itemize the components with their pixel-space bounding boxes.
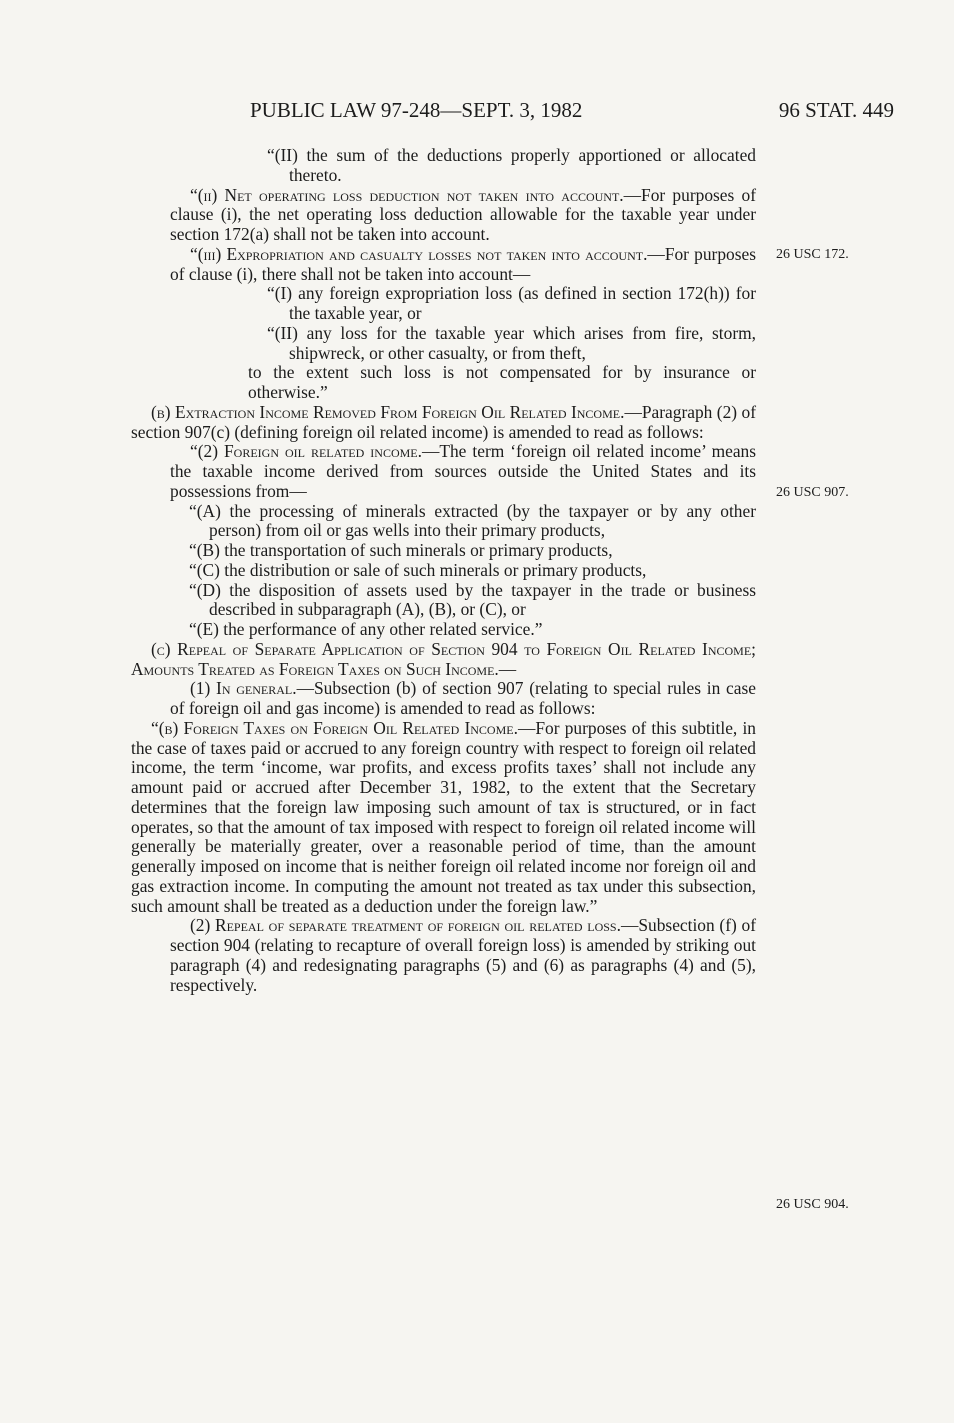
paragraph: “(II) any loss for the taxable year which arises from fire, storm, shipwreck, or other casualty, or from theft,	[267, 322, 756, 363]
header-title: PUBLIC LAW 97-248—SEPT. 3, 1982	[250, 98, 583, 122]
paragraph-heading: “(2) Foreign oil related income.	[190, 441, 422, 462]
margin-note-26-usc-172: 26 USC 172.	[776, 247, 849, 262]
paragraph: to the extent such loss is not compensated for by insurance or otherwise.”	[248, 362, 756, 402]
paragraph: “(C) the distribution or sale of such minerals or primary products,	[189, 559, 647, 580]
paragraph-text: —	[498, 658, 517, 679]
paragraph: “(D) the disposition of assets used by the taxpayer in the trade or business described in subparagraph (A), (B), or (C), or	[189, 579, 756, 620]
paragraph-text: —The term ‘foreign oil related income’ means the taxable income derived from sources outside the United States and its possessions from—	[170, 441, 757, 501]
paragraph-heading: “(iii) Expropriation and casualty losses not taken into account.	[190, 243, 648, 264]
header-stat-citation: 96 STAT. 449	[778, 98, 894, 122]
page-header	[0, 95, 954, 129]
paragraph: “(E) the performance of any other related service.”	[189, 619, 543, 639]
paragraph	[131, 679, 756, 719]
statute-body	[131, 146, 756, 995]
paragraph	[131, 442, 756, 501]
paragraph	[131, 245, 756, 285]
paragraph-heading: (2) Repeal of separate treatment of foreign oil related loss.	[190, 915, 621, 936]
paragraph	[131, 719, 756, 917]
paragraph-heading: “(b) Foreign Taxes on Foreign Oil Related Income.	[151, 717, 518, 738]
paragraph: “(II) the sum of the deductions properly apportioned or allocated thereto.	[267, 145, 756, 185]
paragraph: “(I) any foreign expropriation loss (as defined in section 172(h)) for the taxable year, or	[267, 283, 756, 323]
paragraph-heading: (b) Extraction Income Removed From Foreign Oil Related Income.	[151, 401, 625, 422]
paragraph-text: —For purposes of this subtitle, in the case of taxes paid or accrued to any foreign country with respect to foreign oil related income, the term ‘income, war profits, and excess profits taxes’ shall not include any amount paid or accrued after December 31, 1982, to the extent that the Secretary determines that the foreign law imposing such amount of tax is structured, or in fact operates, so that the amount of tax imposed with respect to foreign oil related income will generally be materially greater, over a reasonable period of time, than the amount generally imposed on income that is neither foreign oil related income nor foreign oil and gas extraction income. In computing the amount not treated as tax under this subsection, such amount shall be treated as a deduction under the foreign law.”	[131, 717, 757, 916]
paragraph	[131, 916, 756, 995]
paragraph-text: —For purposes of clause (i), the net operating loss deduction allowable for the taxable year under section 172(a) shall not be taken into account.	[170, 184, 756, 244]
paragraph: “(B) the transportation of such minerals or primary products,	[189, 540, 613, 560]
paragraph-heading: (1) In general.	[190, 678, 297, 699]
paragraph	[131, 403, 756, 443]
paragraph-text: —Subsection (b) of section 907 (relating to special rules in case of foreign oil and gas income) is amended to read as follows:	[170, 678, 756, 718]
paragraph-text: —Paragraph (2) of section 907(c) (defining foreign oil related income) is amended to read as follows:	[131, 401, 756, 442]
margin-note-26-usc-907: 26 USC 907.	[776, 485, 849, 500]
paragraph-heading: (c) Repeal of Separate Application of Section 904 to Foreign Oil Related Income; Amounts Treated as Foreign Taxes on Such Income.	[131, 638, 756, 679]
paragraph	[131, 640, 756, 680]
paragraph-text: —Subsection (f) of section 904 (relating to recapture of overall foreign loss) is amended by striking out paragraph (4) and redesignating paragraphs (5) and (6) as paragraphs (4) and (5), respectively.	[170, 915, 756, 995]
paragraph	[131, 186, 756, 245]
paragraph-heading: “(ii) Net operating loss deduction not taken into account.	[190, 184, 624, 205]
paragraph: “(A) the processing of minerals extracted (by the taxpayer or by any other person) from oil or gas wells into their primary products,	[189, 500, 756, 541]
paragraph-text: —For purposes of clause (i), there shall not be taken into account—	[170, 243, 756, 284]
margin-note-26-usc-904: 26 USC 904.	[776, 1197, 849, 1212]
